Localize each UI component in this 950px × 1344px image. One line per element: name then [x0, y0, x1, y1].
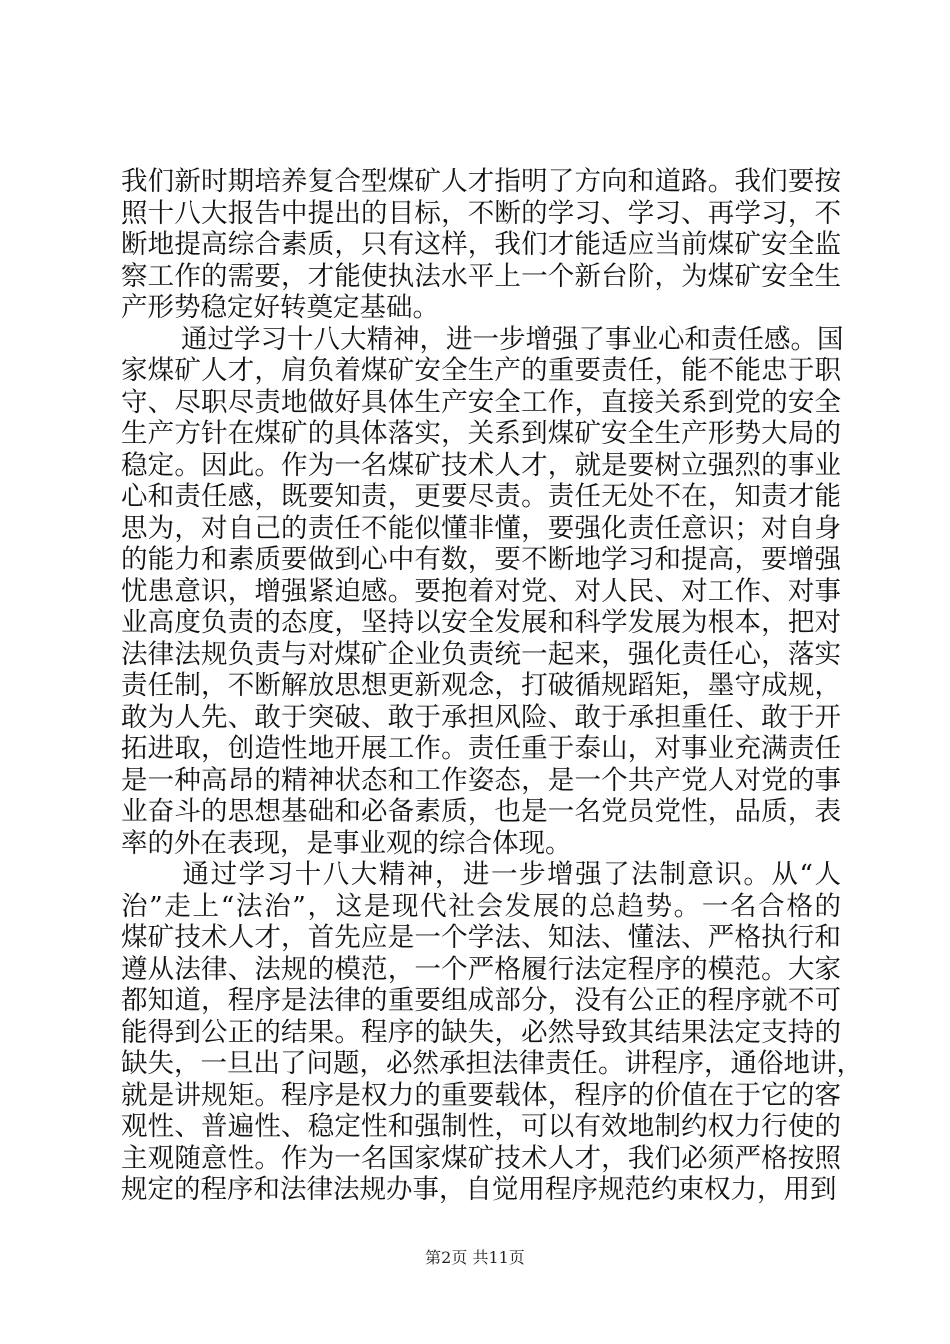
text-line: 我们新时期培养复合型煤矿人才指明了方向和道路。我们要按 — [121, 166, 841, 197]
text-line: 生产方针在煤矿的具体落实，关系到煤矿安全生产形势大局的 — [121, 418, 841, 449]
text-line: 的能力和素质要做到心中有数，要不断地学习和提高，要增强 — [121, 544, 841, 575]
document-body — [121, 166, 863, 1206]
text-line — [121, 859, 841, 891]
text-line: 都知道，程序是法律的重要组成部分，没有公正的程序就不可 — [121, 985, 841, 1016]
text-line: 主观随意性。作为一名国家煤矿技术人才，我们必须严格按照 — [121, 1142, 841, 1174]
text-line: 责任制，不断解放思想更新观念，打破循规蹈矩，墨守成规， — [121, 670, 841, 701]
text-line: 断地提高综合素质，只有这样，我们才能适应当前煤矿安全监 — [121, 229, 841, 260]
text-line — [121, 323, 844, 356]
text-line: 守、尽职尽责地做好具体生产安全工作，直接关系到党的安全 — [121, 386, 841, 418]
paragraph — [121, 323, 844, 860]
paragraph — [121, 166, 841, 324]
text-line: 家煤矿人才，肩负着煤矿安全生产的重要责任，能不能忠于职 — [121, 355, 841, 386]
page-footer: 第2页 共11页 — [425, 1248, 525, 1267]
text-line: 拓进取，创造性地开展工作。责任重于泰山，对事业充满责任 — [121, 733, 841, 764]
text-line: 率的外在表现，是事业观的综合体现。 — [121, 827, 572, 859]
text-line-content: 通过学习十八大精神，进一步增强了法制意识。从“人 — [181, 859, 841, 890]
paragraph — [121, 859, 863, 1206]
text-line: 思为，对自己的责任不能似懂非懂，要强化责任意识；对自身 — [121, 512, 841, 544]
text-line: 遵从法律、法规的模范，一个严格履行法定程序的模范。大家 — [121, 953, 841, 985]
text-line: 规定的程序和法律法规办事，自觉用程序规范约束权力，用到 — [121, 1174, 837, 1205]
text-line: 产形势稳定好转奠定基础。 — [121, 292, 439, 323]
text-line: 稳定。因此。作为一名煤矿技术人才，就是要树立强烈的事业 — [121, 449, 841, 481]
text-line: 就是讲规矩。程序是权力的重要载体，程序的价值在于它的客 — [121, 1079, 841, 1111]
text-line: 观性、普遍性、稳定性和强制性，可以有效地制约权力行使的 — [121, 1111, 841, 1142]
text-line: 照十八大报告中提出的目标，不断的学习、学习、再学习，不 — [121, 197, 841, 229]
text-line: 是一种高昂的精神状态和工作姿态，是一个共产党人对党的事 — [121, 764, 841, 796]
text-line: 法律法规负责与对煤矿企业负责统一起来，强化责任心，落实 — [121, 638, 841, 670]
text-line-content: 通过学习十八大精神，进一步增强了事业心和责任感。国 — [181, 323, 844, 355]
text-line: 煤矿技术人才，首先应是一个学法、知法、懂法、严格执行和 — [121, 922, 841, 953]
text-line: 心和责任感，既要知责，更要尽责。责任无处不在，知责才能 — [121, 481, 841, 512]
text-line: 业高度负责的态度，坚持以安全发展和科学发展为根本，把对 — [121, 607, 841, 638]
text-line: 业奋斗的思想基础和必备素质，也是一名党员党性，品质，表 — [121, 796, 841, 827]
text-line: 察工作的需要，才能使执法水平上一个新台阶，为煤矿安全生 — [121, 260, 841, 292]
text-line: 敢为人先、敢于突破、敢于承担风险、敢于承担重任、敢于开 — [121, 701, 841, 733]
text-line: 缺失，一旦出了问题，必然承担法律责任。讲程序，通俗地讲， — [121, 1048, 863, 1079]
text-line: 能得到公正的结果。程序的缺失，必然导致其结果法定支持的 — [121, 1016, 841, 1048]
text-line: 忧患意识，增强紧迫感。要抱着对党、对人民、对工作、对事 — [121, 575, 841, 607]
text-line: 治”走上“法治”，这是现代社会发展的总趋势。一名合格的 — [121, 890, 841, 922]
